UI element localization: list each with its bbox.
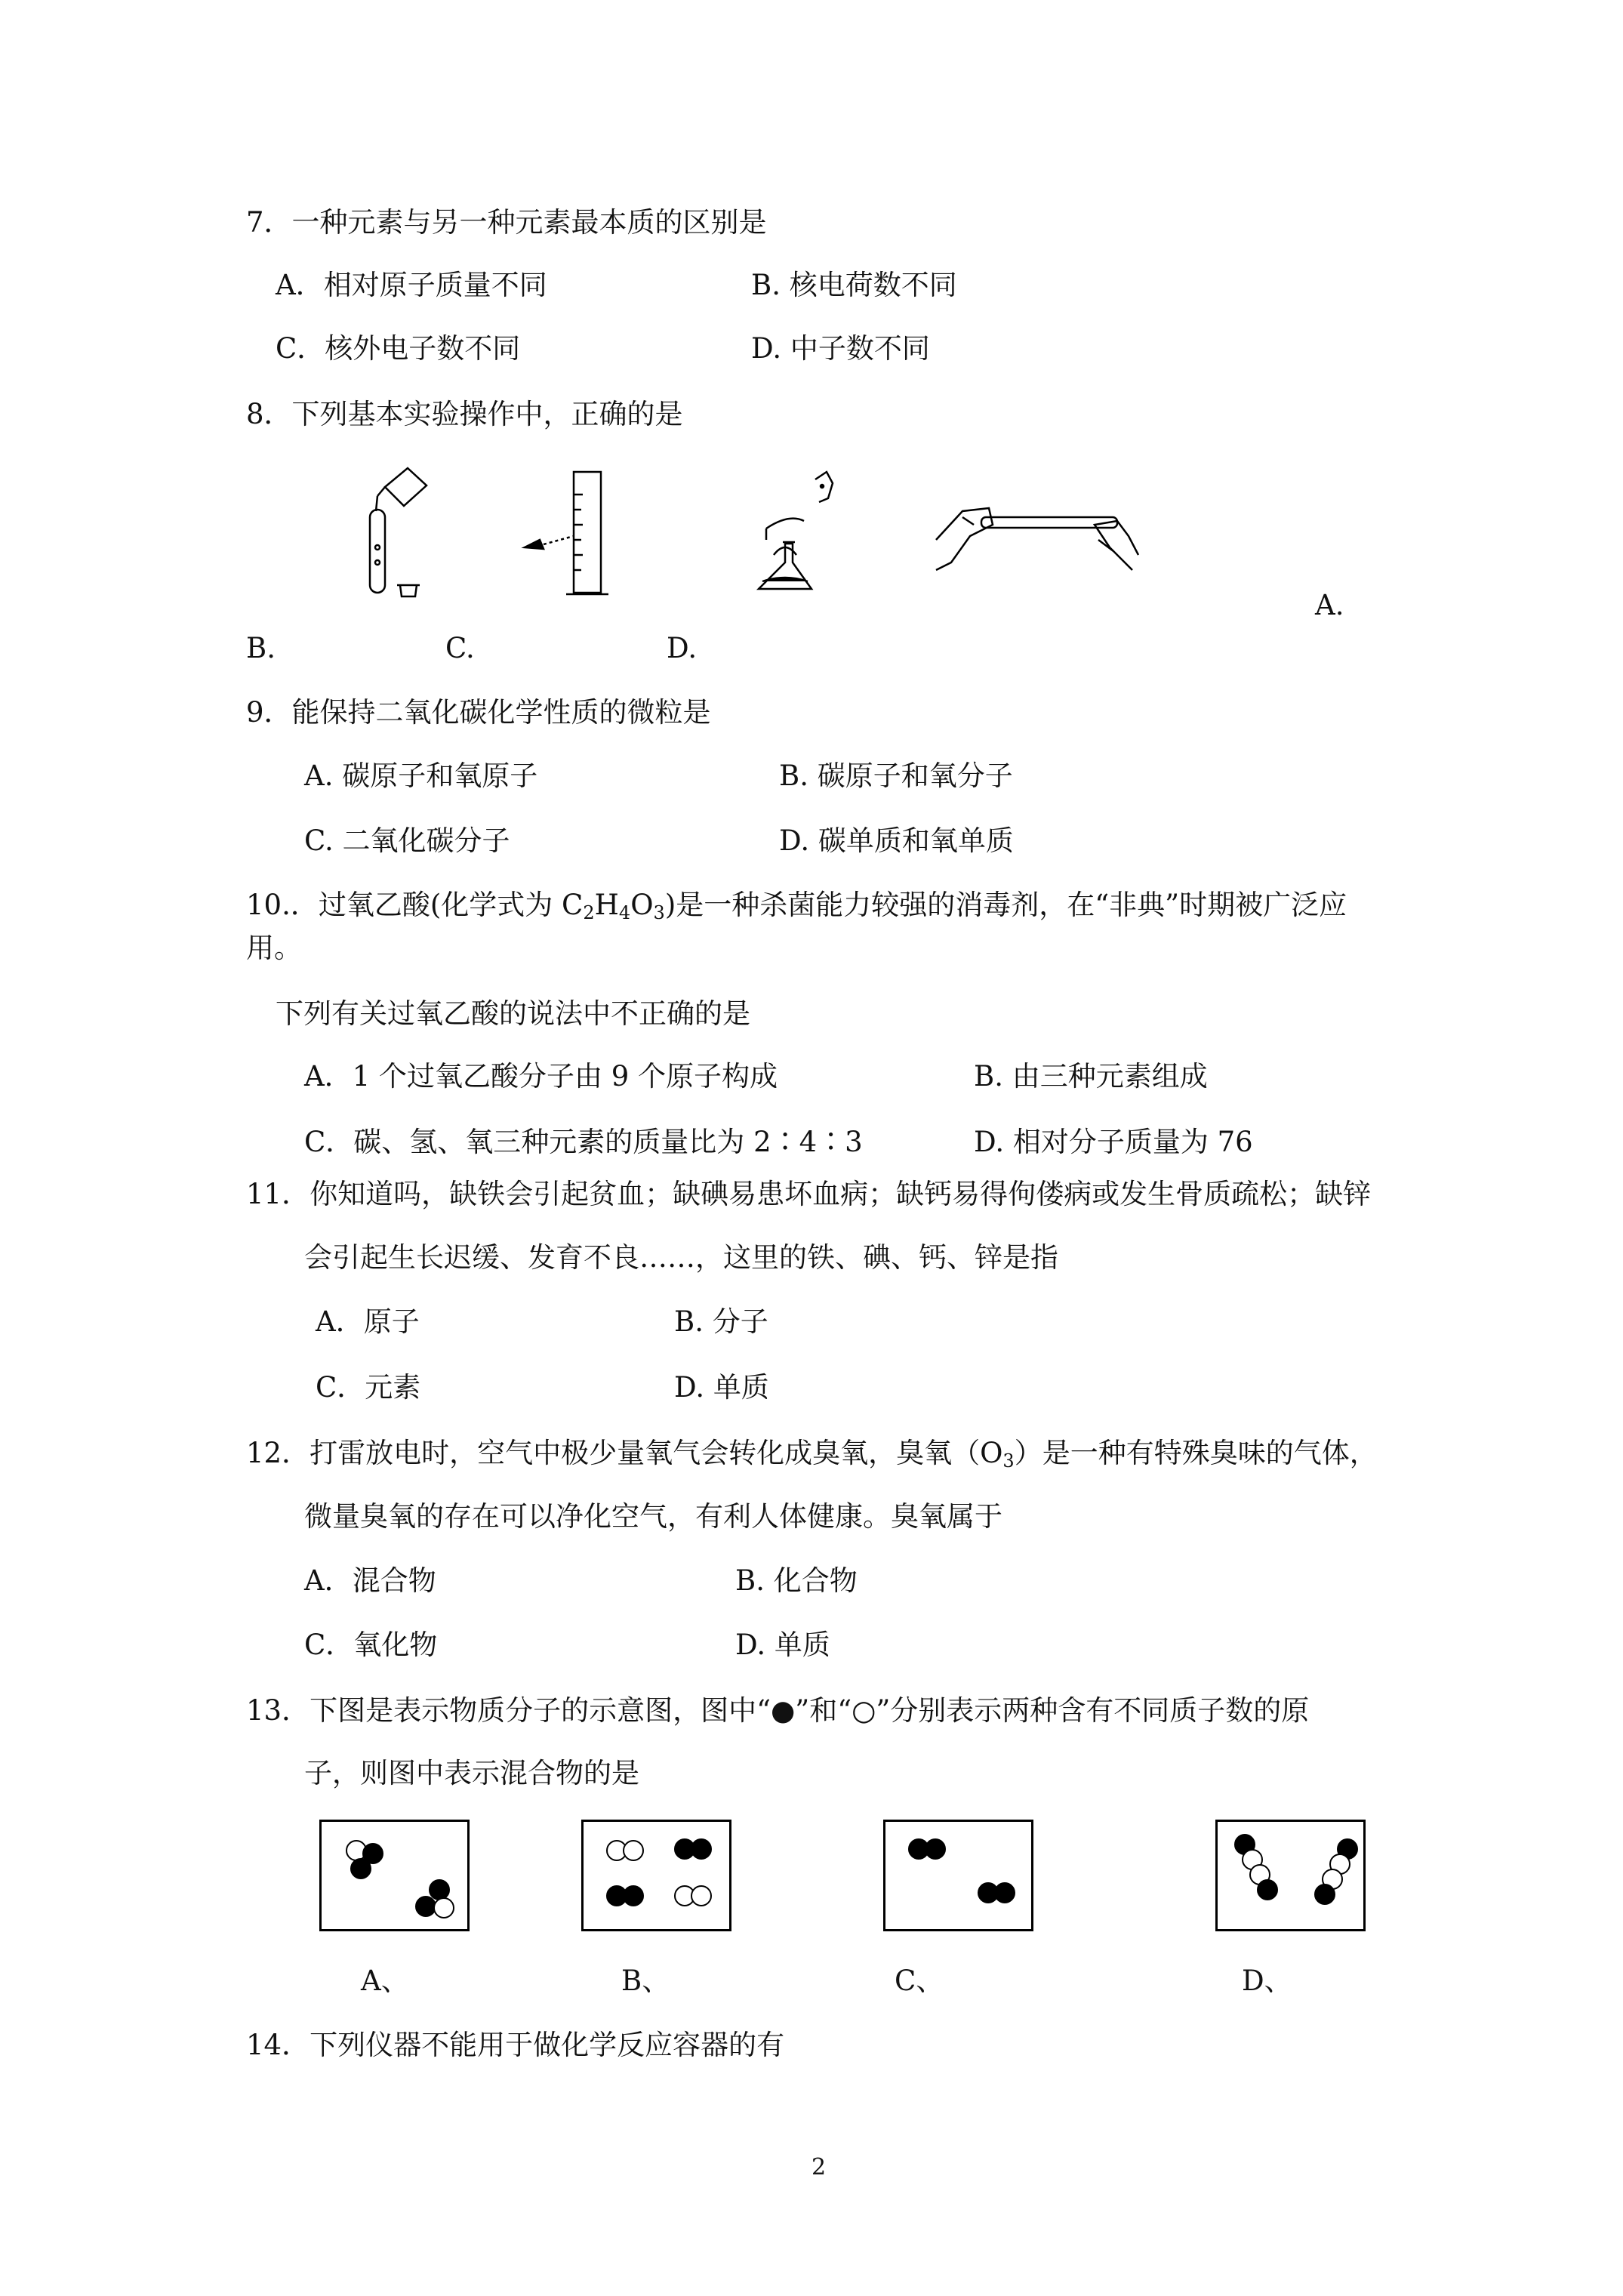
q8-label-d: D. (667, 632, 698, 664)
black-atom (691, 1838, 712, 1860)
black-atom (1257, 1879, 1278, 1900)
q11-option-d: D. 单质 (674, 1371, 769, 1404)
smelling-gas-figure (744, 468, 857, 608)
box-label-b: B、 (621, 1965, 670, 1997)
box-label-a: A、 (361, 1965, 409, 1997)
white-atom (433, 1897, 454, 1918)
q9-option-a: A. 碳原子和氧原子 (304, 760, 538, 792)
q8-stem: 8．下列基本实验操作中，正确的是 (246, 398, 683, 430)
q7-option-b: B. 核电荷数不同 (751, 269, 957, 301)
q11-option-a: A．原子 (316, 1305, 420, 1338)
q10-option-b: B. 由三种元素组成 (974, 1060, 1208, 1093)
q14-stem: 14．下列仪器不能用于做化学反应容器的有 (246, 2029, 785, 2061)
q8-label-a: A. (1315, 589, 1344, 621)
q12-option-a: A．混合物 (304, 1564, 436, 1597)
heating-tube-figure (929, 495, 1140, 581)
molecule-box-a (319, 1820, 470, 1931)
q10-stem: 10.．过氧乙酸(化学式为 $C_2H_4O_3$)是一种杀菌能力较强的消毒剂，在“非典”时期被广泛应 (246, 889, 1347, 923)
box-label-d: D、 (1242, 1965, 1292, 1997)
q9-option-c: C. 二氧化碳分子 (304, 824, 510, 857)
q7-stem: 7．一种元素与另一种元素最本质的区别是 (246, 206, 767, 239)
white-atom (623, 1840, 644, 1861)
white-atom (691, 1885, 712, 1906)
q13-stem-line1: 13．下图是表示物质分子的示意图，图中“●”和“○”分别表示两种含有不同质子数的原 (246, 1694, 1310, 1727)
q13-stem-line2: 子，则图中表示混合物的是 (304, 1757, 639, 1789)
q9-stem: 9．能保持二氧化碳化学性质的微粒是 (246, 696, 711, 729)
black-atom (994, 1882, 1015, 1903)
black-atom (1314, 1884, 1335, 1905)
q12-option-d: D. 单质 (735, 1629, 830, 1661)
q10-option-d: D. 相对分子质量为 76 (974, 1126, 1253, 1158)
q11-option-b: B. 分子 (674, 1305, 768, 1338)
q10-stem-line2: 用。 (246, 932, 302, 964)
black-atom (925, 1838, 946, 1860)
q9-option-b: B. 碳原子和氧分子 (779, 760, 1013, 792)
q12-stem-line2: 微量臭氧的存在可以净化空气，有利人体健康。臭氧属于 (304, 1500, 1002, 1533)
black-atom (350, 1858, 371, 1879)
q8-label-c: C. (445, 632, 475, 664)
q10-stem-line3: 下列有关过氧乙酸的说法中不正确的是 (276, 997, 750, 1030)
q7-option-d: D. 中子数不同 (751, 332, 930, 365)
q12-option-b: B. 化合物 (735, 1564, 858, 1597)
q9-option-d: D. 碳单质和氧单质 (779, 824, 1014, 857)
q11-stem-line1: 11．你知道吗，缺铁会引起贫血；缺碘易患坏血病；缺钙易得佝偻病或发生骨质疏松；缺锌 (246, 1178, 1372, 1210)
page-number: 2 (812, 2154, 827, 2180)
pouring-liquid-figure (355, 464, 438, 604)
q7-option-a: A．相对原子质量不同 (276, 269, 547, 301)
q10-option-c: C．碳、氢、氧三种元素的质量比为 2∶4∶3 (304, 1126, 863, 1158)
molecule-box-c (883, 1820, 1033, 1931)
molecule-box-d (1215, 1820, 1366, 1931)
graduated-cylinder-figure (513, 464, 627, 604)
q10-option-a: A．1 个过氧乙酸分子由 9 个原子构成 (304, 1060, 778, 1093)
q12-option-c: C．氧化物 (304, 1629, 438, 1661)
q12-stem-line1: 12．打雷放电时，空气中极少量氧气会转化成臭氧，臭氧$(O_3)$是一种有特殊臭味的气体， (246, 1437, 1378, 1472)
black-atom (623, 1885, 644, 1906)
q8-label-b: B. (246, 632, 276, 664)
molecule-box-b (581, 1820, 731, 1931)
q7-option-c: C．核外电子数不同 (276, 332, 521, 365)
q11-option-c: C．元素 (316, 1371, 421, 1404)
q11-stem-line2: 会引起生长迟缓、发育不良……，这里的铁、碘、钙、锌是指 (304, 1241, 1058, 1274)
box-label-c: C、 (895, 1965, 944, 1997)
